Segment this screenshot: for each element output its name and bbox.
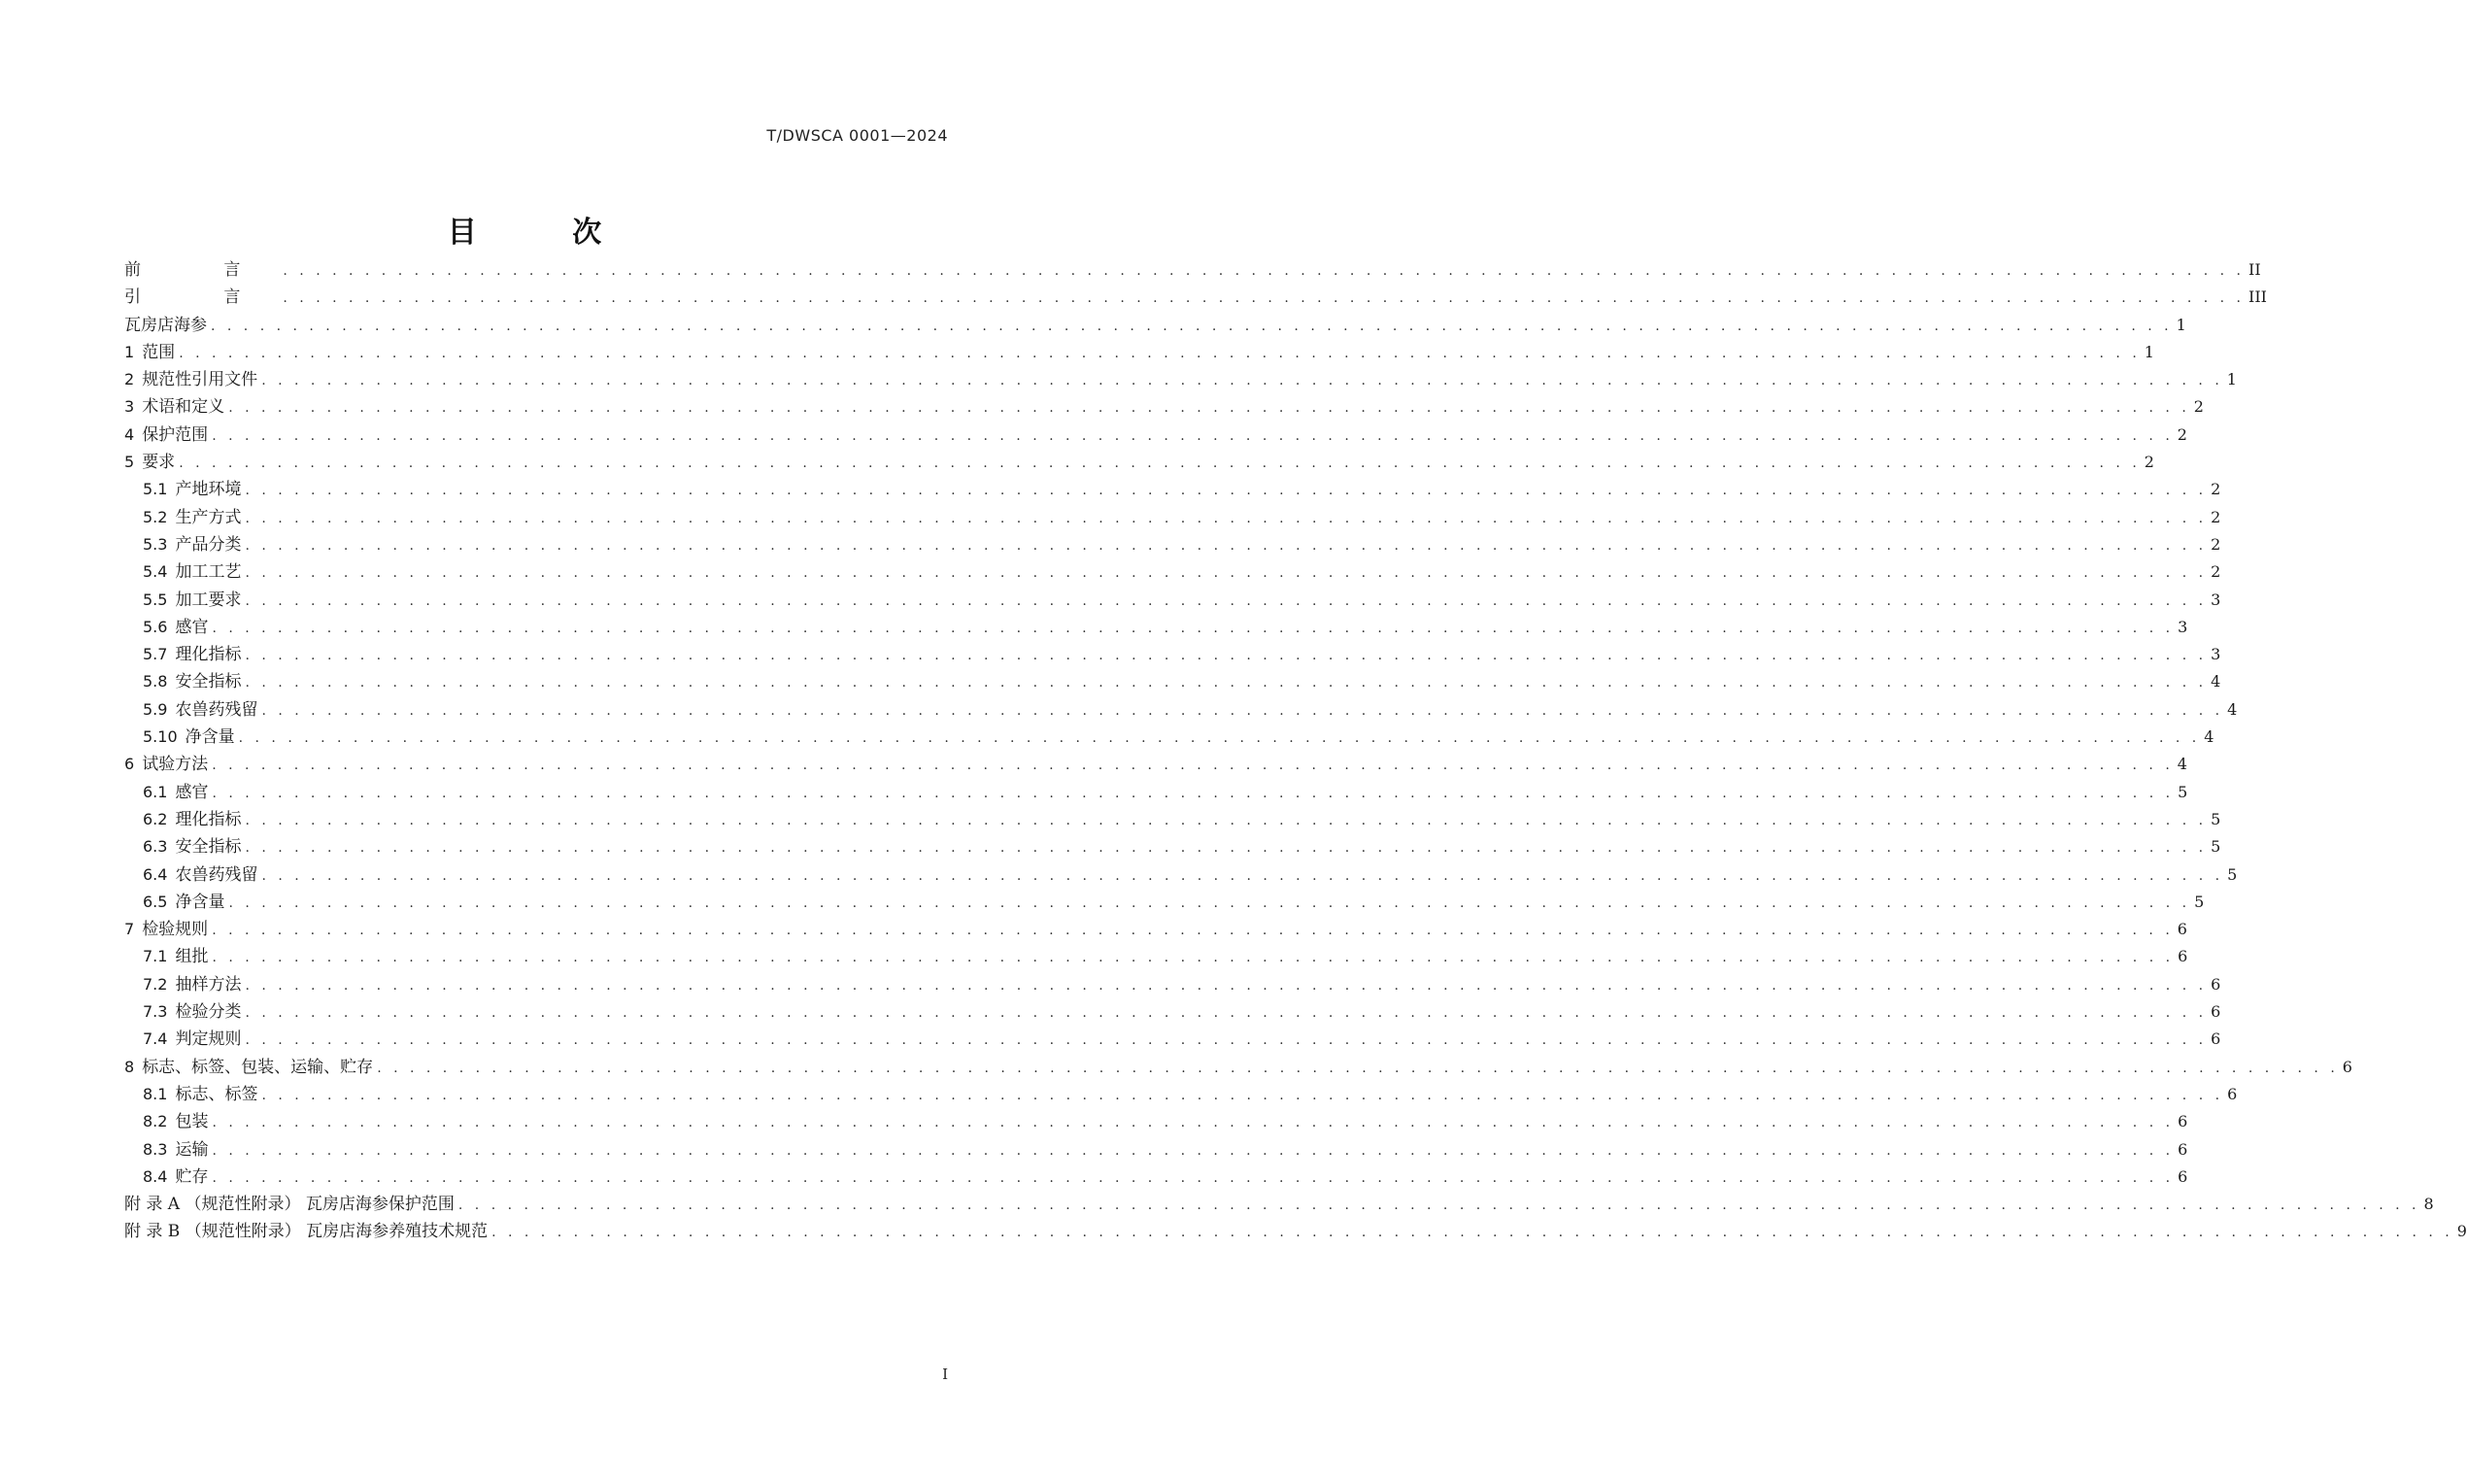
toc-entry-number: 6.5 (143, 892, 168, 911)
toc-entry[interactable] (124, 696, 2238, 724)
dot-leader: . . . . . . . . . . . . . . . . . . . . . . . . . . . . . . . . . . . . . . . . . . . . . . . . . . . . . . . . . . . . . . . . . . . . . . . . . . . . . . . . . . . . . . . . . . . . . . . . . . . . . . . . . . . . . . . . . . . . . . . . (245, 1032, 2208, 1049)
toc-entry-title: 包装 (175, 1112, 209, 1132)
toc-entry[interactable] (124, 1136, 2188, 1164)
toc-entry-page: 6 (2178, 1139, 2188, 1159)
dot-leader: . . . . . . . . . . . . . . . . . . . . . . . . . . . . . . . . . . . . . . . . . . . . . . . . . . . . . . . . . . . . . . . . . . . . . . . . . . . . . . . . . . . . . . . . . . . . . . . . . . . . . . . . . . . . . . . . . . . . . . . . (245, 510, 2208, 526)
toc-entry-label (143, 889, 228, 916)
toc-entry[interactable] (124, 1026, 2221, 1053)
toc-entry[interactable] (124, 1081, 2238, 1108)
toc-entry-number: 8.3 (143, 1139, 168, 1159)
toc-entry-title: 运输 (175, 1139, 209, 1160)
toc-entry-title: 感官 (175, 782, 209, 802)
toc-entry-title: 理化指标 (175, 645, 242, 665)
toc-entry-title: 农兽药残留 (175, 864, 258, 885)
toc-entry-page: 1 (2176, 315, 2186, 334)
toc-entry-page: 1 (2144, 342, 2154, 361)
toc-entry[interactable] (124, 916, 2187, 943)
toc-entry-number: 5 (124, 453, 135, 472)
toc-entry-page: 4 (2177, 755, 2187, 774)
table-of-contents (124, 256, 2467, 1246)
toc-entry[interactable] (124, 751, 2187, 778)
toc-entry-page: 2 (2211, 534, 2221, 554)
dot-leader: . . . . . . . . . . . . . . . . . . . . . . . . . . . . . . . . . . . . . . . . . . . . . . . . . . . . . . . . . . . . . . . . . . . . . . . . . . . . . . . . . . . . . . . . . . . . . . . . . . . . . . . . . . . . . . . . . . . . . . . . (491, 1225, 2453, 1241)
toc-entry-title: 理化指标 (175, 809, 242, 829)
toc-entry-number: 5.4 (143, 562, 168, 582)
dot-leader: . . . . . . . . . . . . . . . . . . . . . . . . . . . . . . . . . . . . . . . . . . . . . . . . . . . . . . . . . . . . . . . . . . . . . . . . . . . . . . . . . . . . . . . . . . . . . . . . . . . . . . . . . . . . . . . . . . . . . . . . (212, 427, 2174, 444)
toc-entry-title: 生产方式 (175, 507, 242, 527)
toc-entry-label (124, 1218, 491, 1245)
toc-entry-label (124, 1054, 377, 1081)
toc-entry-page: 5 (2211, 837, 2221, 857)
toc-entry-number: 6.2 (143, 809, 168, 828)
toc-entry-page: III (2248, 287, 2267, 307)
toc-entry-label (143, 641, 245, 668)
toc-entry-title: 判定规则 (175, 1029, 242, 1050)
toc-entry-page: 4 (2211, 672, 2221, 691)
toc-entry-title: 引 言 (124, 287, 280, 308)
toc-entry-number: 5.3 (143, 534, 168, 554)
toc-entry-page: 6 (2178, 1112, 2188, 1131)
toc-entry[interactable] (124, 1164, 2188, 1191)
dot-leader: . . . . . . . . . . . . . . . . . . . . . . . . . . . . . . . . . . . . . . . . . . . . . . . . . . . . . . . . . . . . . . . . . . . . . . . . . . . . . . . . . . . . . . . . . . . . . . . . . . . . . . . . . . . . . . . . . . . . . . . . (245, 537, 2208, 554)
toc-entry-page: 9 (2456, 1222, 2467, 1241)
dot-leader: . . . . . . . . . . . . . . . . . . . . . . . . . . . . . . . . . . . . . . . . . . . . . . . . . . . . . . . . . . . . . . . . . . . . . . . . . . . . . . . . . . . . . . . . . . . . . . . . . . . . . . . . . . . . . . . . . . . . . . . . (377, 1060, 2339, 1076)
dot-leader: . . . . . . . . . . . . . . . . . . . . . . . . . . . . . . . . . . . . . . . . . . . . . . . . . . . . . . . . . . . . . . . . . . . . . . . . . . . . . . . . . . . . . . . . . . . . . . . . . . . . . . . . . . . . . . . . . . . . . . . . (228, 400, 2190, 417)
toc-entry-page: 5 (2194, 892, 2205, 911)
toc-entry[interactable] (124, 476, 2221, 503)
toc-entry-title: 瓦房店海参 (124, 315, 207, 335)
dot-leader: . . . . . . . . . . . . . . . . . . . . . . . . . . . . . . . . . . . . . . . . . . . . . . . . . . . . . . . . . . . . . . . . . . . . . . . . . . . . . . . . . . . . . . . . . . . . . . . . . . . . . . . . . . . . . . . . . . . . . . . . (245, 483, 2208, 499)
toc-entry-number: 8.1 (143, 1084, 168, 1103)
dot-leader: . . . . . . . . . . . . . . . . . . . . . . . . . . . . . . . . . . . . . . . . . . . . . . . . . . . . . . . . . . . . . . . . . . . . . . . . . . . . . . . . . . . . . . . . . . . . . . . . . . . . . . . . . . . . . . . . . . . . . . . . (212, 1142, 2175, 1159)
toc-entry-title: 检验分类 (175, 1002, 242, 1023)
dot-leader: . . . . . . . . . . . . . . . . . . . . . . . . . . . . . . . . . . . . . . . . . . . . . . . . . . . . . . . . . . . . . . . . . . . . . . . . . . . . . . . . . . . . . . . . . . . . . . . . . . . . . . . . . . . . . . . . . . . . . . . . (245, 840, 2208, 857)
dot-leader: . . . . . . . . . . . . . . . . . . . . . . . . . . . . . . . . . . . . . . . . . . . . . . . . . . . . . . . . . . . . . . . . . . . . . . . . . . . . . . . . . . . . . . . . . . . . . . . . . . . . . . . . . . . . . . . . . . . . . . . . (261, 1087, 2224, 1103)
toc-entry-label (124, 751, 212, 778)
toc-entry[interactable] (124, 1218, 2467, 1245)
dot-leader: . . . . . . . . . . . . . . . . . . . . . . . . . . . . . . . . . . . . . . . . . . . . . . . . . . . . . . . . . . . . . . . . . . . . . . . . . . . . . . . . . . . . . . . . . . . . . . . . . . . . . . . . . . . . . . . . . . . . . . . . (212, 758, 2174, 774)
toc-entry[interactable] (124, 393, 2204, 421)
toc-entry[interactable] (124, 806, 2221, 833)
toc-entry-page: 5 (2178, 782, 2188, 801)
dot-leader: . . . . . . . . . . . . . . . . . . . . . . . . . . . . . . . . . . . . . . . . . . . . . . . . . . . . . . . . . . . . . . . . . . . . . . . . . . . . . . . . . . . . . . . . . . . . . . . . . . . . . . . . . . . . . . . . . . . . . . . . (212, 620, 2175, 636)
toc-entry-title: 保护范围 (142, 424, 209, 445)
toc-entry[interactable] (124, 504, 2221, 531)
toc-entry[interactable] (124, 366, 2237, 393)
toc-entry-page: 5 (2211, 809, 2221, 828)
toc-entry-number: 7.4 (143, 1029, 168, 1049)
toc-entry-label (143, 779, 212, 806)
dot-leader: . . . . . . . . . . . . . . . . . . . . . . . . . . . . . . . . . . . . . . . . . . . . . . . . . . . . . . . . . . . . . . . . . . . . . . . . . . . . . . . . . . . . . . . . . . . . . . . . . . . . . . . . . . . . . . . . . . . . . . . . (179, 345, 2141, 361)
toc-entry-page: 6 (2177, 920, 2187, 939)
toc-entry-title: 标志、标签 (175, 1084, 258, 1104)
dot-leader: . . . . . . . . . . . . . . . . . . . . . . . . . . . . . . . . . . . . . . . . . . . . . . . . . . . . . . . . . . . . . . . . . . . . . . . . . . . . . . . . . . . . . . . . . . . . . . . . . . . . . . . . . . . . . . . . . . . . . . . . (261, 867, 2224, 884)
toc-entry-title: 附 录 B （规范性附录） 瓦房店海参养殖技术规范 (124, 1222, 489, 1242)
toc-entry-label (124, 339, 179, 366)
toc-entry-page: 4 (2227, 699, 2238, 719)
toc-entry-label (143, 614, 212, 641)
toc-entry[interactable] (124, 724, 2214, 751)
toc-entry[interactable] (124, 587, 2221, 614)
toc-entry-page: 2 (2177, 424, 2187, 444)
toc-entry-title: 抽样方法 (175, 974, 242, 995)
toc-entry[interactable] (124, 971, 2221, 998)
toc-entry[interactable] (124, 833, 2221, 860)
toc-entry-page: 3 (2211, 590, 2221, 609)
toc-entry[interactable] (124, 312, 2186, 339)
toc-entry[interactable] (124, 668, 2221, 695)
toc-entry[interactable] (124, 1191, 2434, 1218)
toc-entry-number: 5.10 (143, 727, 178, 747)
toc-entry-page: 6 (2342, 1057, 2352, 1076)
toc-entry-title: 感官 (175, 617, 209, 637)
toc-entry-number: 7.3 (143, 1002, 168, 1022)
toc-entry-title: 净含量 (175, 892, 225, 912)
toc-entry-label (143, 696, 261, 724)
toc-entry-page: 2 (2193, 397, 2204, 417)
dot-leader: . . . . . . . . . . . . . . . . . . . . . . . . . . . . . . . . . . . . . . . . . . . . . . . . . . . . . . . . . . . . . . . . . . . . . . . . . . . . . . . . . . . . . . . . . . . . . . . . . . . . . . . . . . . . . . . . . . . . . . . . (245, 977, 2208, 994)
dot-leader: . . . . . . . . . . . . . . . . . . . . . . . . . . . . . . . . . . . . . . . . . . . . . . . . . . . . . . . . . . . . . . . . . . . . . . . . . . . . . . . . . . . . . . . . . . . . . . . . . . . . . . . . . . . . . . . . . . . . . . . . (228, 894, 2191, 911)
dot-leader: . . . . . . . . . . . . . . . . . . . . . . . . . . . . . . . . . . . . . . . . . . . . . . . . . . . . . . . . . . . . . . . . . . . . . . . . . . . . . . . . . . . . . . . . . . . . . . . . . . . . . . . . . . . . . . . . . . . . . . . . (179, 455, 2141, 472)
toc-entry-label (124, 916, 212, 943)
toc-entry-label (124, 312, 211, 339)
toc-entry[interactable] (124, 889, 2205, 916)
toc-entry-label (143, 833, 245, 860)
toc-entry-page: 6 (2178, 1166, 2188, 1186)
toc-entry[interactable] (124, 861, 2238, 889)
toc-entry-title: 加工工艺 (175, 562, 242, 583)
dot-leader: . . . . . . . . . . . . . . . . . . . . . . . . . . . . . . . . . . . . . . . . . . . . . . . . . . . . . . . . . . . . . . . . . . . . . . . . . . . . . . . . . . . . . . . . . . . . . . . . . . . . . . . . . . . . . . . . . . . . . . . . (212, 785, 2175, 801)
toc-entry-label (143, 558, 245, 586)
dot-leader: . . . . . . . . . . . . . . . . . . . . . . . . . . . . . . . . . . . . . . . . . . . . . . . . . . . . . . . . . . . . . . . . . . . . . . . . . . . . . . . . . . . . . . . . . . . . . . . . . . . . . . . . . . . . . . . . . . . . . . . . (212, 1169, 2175, 1186)
toc-entry-label (124, 422, 212, 449)
toc-entry-title: 贮存 (175, 1166, 209, 1187)
toc-entry-page: 8 (2423, 1195, 2434, 1214)
toc-entry-page: 6 (2178, 947, 2188, 966)
toc-entry[interactable] (124, 943, 2188, 970)
toc-entry-label (143, 724, 239, 751)
toc-entry-title: 安全指标 (175, 672, 242, 692)
toc-entry-number: 6.1 (143, 782, 168, 801)
toc-entry-page: 2 (2211, 562, 2221, 582)
toc-entry-number: 7.2 (143, 974, 168, 994)
toc-entry-number: 6.4 (143, 864, 168, 884)
dot-leader: . . . . . . . . . . . . . . . . . . . . . . . . . . . . . . . . . . . . . . . . . . . . . . . . . . . . . . . . . . . . . . . . . . . . . . . . . . . . . . . . . . . . . . . . . . . . . . . . . . . . . . . . . . . . . . . . . . . . . . . . (283, 290, 2246, 307)
toc-entry-number: 5.8 (143, 672, 168, 691)
toc-entry-page: 2 (2144, 453, 2154, 472)
toc-entry-label (143, 668, 245, 695)
toc-title: 目 次 (447, 216, 645, 250)
dot-leader: . . . . . . . . . . . . . . . . . . . . . . . . . . . . . . . . . . . . . . . . . . . . . . . . . . . . . . . . . . . . . . . . . . . . . . . . . . . . . . . . . . . . . . . . . . . . . . . . . . . . . . . . . . . . . . . . . . . . . . . . (212, 1115, 2175, 1131)
toc-entry[interactable] (124, 531, 2221, 558)
toc-entry-label (124, 284, 283, 311)
toc-entry-page: 6 (2211, 1029, 2221, 1049)
toc-entry-label (143, 476, 245, 503)
toc-entry-number: 4 (124, 424, 135, 444)
toc-entry-number: 5.5 (143, 590, 168, 609)
toc-entry-title: 术语和定义 (142, 397, 225, 418)
toc-entry-title: 农兽药残留 (175, 699, 258, 720)
toc-entry-page: 6 (2211, 1002, 2221, 1022)
toc-entry-number: 7.1 (143, 947, 168, 966)
toc-entry-number: 5.7 (143, 645, 168, 664)
toc-entry-title: 标志、标签、包装、运输、贮存 (142, 1057, 374, 1077)
toc-entry-label (143, 971, 245, 998)
toc-entry-label (143, 861, 261, 889)
toc-entry[interactable] (124, 339, 2154, 366)
toc-entry[interactable] (124, 422, 2187, 449)
toc-entry[interactable] (124, 779, 2188, 806)
toc-entry-page: 4 (2204, 727, 2214, 747)
toc-entry-number: 1 (124, 342, 135, 361)
dot-leader: . . . . . . . . . . . . . . . . . . . . . . . . . . . . . . . . . . . . . . . . . . . . . . . . . . . . . . . . . . . . . . . . . . . . . . . . . . . . . . . . . . . . . . . . . . . . . . . . . . . . . . . . . . . . . . . . . . . . . . . . (245, 565, 2208, 582)
toc-entry-title: 净含量 (185, 727, 235, 748)
dot-leader: . . . . . . . . . . . . . . . . . . . . . . . . . . . . . . . . . . . . . . . . . . . . . . . . . . . . . . . . . . . . . . . . . . . . . . . . . . . . . . . . . . . . . . . . . . . . . . . . . . . . . . . . . . . . . . . . . . . . . . . . (211, 318, 2173, 334)
document-code: T/DWSCA 0001—2024 (766, 126, 948, 145)
dot-leader: . . . . . . . . . . . . . . . . . . . . . . . . . . . . . . . . . . . . . . . . . . . . . . . . . . . . . . . . . . . . . . . . . . . . . . . . . . . . . . . . . . . . . . . . . . . . . . . . . . . . . . . . . . . . . . . . . . . . . . . . (261, 702, 2224, 719)
toc-entry[interactable] (124, 998, 2221, 1026)
toc-entry-label (143, 587, 245, 614)
toc-entry-title: 检验规则 (142, 920, 209, 940)
toc-entry-number: 5.1 (143, 480, 168, 499)
toc-entry-number: 5.6 (143, 617, 168, 636)
toc-entry-label (143, 1081, 261, 1108)
toc-entry-page: 2 (2211, 480, 2221, 499)
dot-leader: . . . . . . . . . . . . . . . . . . . . . . . . . . . . . . . . . . . . . . . . . . . . . . . . . . . . . . . . . . . . . . . . . . . . . . . . . . . . . . . . . . . . . . . . . . . . . . . . . . . . . . . . . . . . . . . . . . . . . . . . (457, 1197, 2420, 1214)
toc-entry-title: 范围 (142, 342, 176, 362)
toc-entry-number: 2 (124, 370, 135, 389)
toc-entry-number: 8.2 (143, 1112, 168, 1131)
toc-entry[interactable] (124, 641, 2221, 668)
toc-entry-number: 8.4 (143, 1166, 168, 1186)
toc-entry-page: 6 (2227, 1084, 2238, 1103)
toc-entry-title: 产品分类 (175, 534, 242, 555)
dot-leader: . . . . . . . . . . . . . . . . . . . . . . . . . . . . . . . . . . . . . . . . . . . . . . . . . . . . . . . . . . . . . . . . . . . . . . . . . . . . . . . . . . . . . . . . . . . . . . . . . . . . . . . . . . . . . . . . . . . . . . . . (245, 648, 2208, 664)
toc-entry-number: 5.9 (143, 699, 168, 719)
toc-entry-title: 组批 (175, 947, 209, 967)
dot-leader: . . . . . . . . . . . . . . . . . . . . . . . . . . . . . . . . . . . . . . . . . . . . . . . . . . . . . . . . . . . . . . . . . . . . . . . . . . . . . . . . . . . . . . . . . . . . . . . . . . . . . . . . . . . . . . . . . . . . . . . . (245, 1005, 2208, 1022)
toc-entry-label (143, 806, 245, 833)
toc-entry[interactable] (124, 284, 2267, 311)
toc-entry-label (143, 998, 245, 1026)
toc-entry-page: 3 (2211, 645, 2221, 664)
toc-entry-title: 试验方法 (142, 755, 209, 775)
toc-entry-label (143, 1164, 212, 1191)
toc-entry-page: 6 (2211, 974, 2221, 994)
toc-entry-label (124, 449, 179, 476)
dot-leader: . . . . . . . . . . . . . . . . . . . . . . . . . . . . . . . . . . . . . . . . . . . . . . . . . . . . . . . . . . . . . . . . . . . . . . . . . . . . . . . . . . . . . . . . . . . . . . . . . . . . . . . . . . . . . . . . . . . . . . . . (245, 592, 2208, 609)
toc-entry-label (124, 256, 283, 284)
toc-entry-title: 安全指标 (175, 837, 242, 858)
toc-entry-page: 1 (2226, 370, 2237, 389)
dot-leader: . . . . . . . . . . . . . . . . . . . . . . . . . . . . . . . . . . . . . . . . . . . . . . . . . . . . . . . . . . . . . . . . . . . . . . . . . . . . . . . . . . . . . . . . . . . . . . . . . . . . . . . . . . . . . . . . . . . . . . . . (212, 950, 2175, 966)
dot-leader: . . . . . . . . . . . . . . . . . . . . . . . . . . . . . . . . . . . . . . . . . . . . . . . . . . . . . . . . . . . . . . . . . . . . . . . . . . . . . . . . . . . . . . . . . . . . . . . . . . . . . . . . . . . . . . . . . . . . . . . . (245, 812, 2208, 828)
dot-leader: . . . . . . . . . . . . . . . . . . . . . . . . . . . . . . . . . . . . . . . . . . . . . . . . . . . . . . . . . . . . . . . . . . . . . . . . . . . . . . . . . . . . . . . . . . . . . . . . . . . . . . . . . . . . . . . . . . . . . . . . (261, 373, 2223, 389)
toc-entry-label (143, 943, 212, 970)
toc-entry-label (143, 531, 245, 558)
dot-leader: . . . . . . . . . . . . . . . . . . . . . . . . . . . . . . . . . . . . . . . . . . . . . . . . . . . . . . . . . . . . . . . . . . . . . . . . . . . . . . . . . . . . . . . . . . . . . . . . . . . . . . . . . . . . . . . . . . . . . . . . (283, 263, 2246, 279)
toc-entry-title: 前 言 (124, 260, 280, 280)
toc-entry[interactable] (124, 449, 2154, 476)
toc-entry-label (124, 1191, 458, 1218)
toc-entry-title: 附 录 A （规范性附录） 瓦房店海参保护范围 (124, 1195, 455, 1215)
toc-entry-title: 要求 (142, 453, 176, 473)
dot-leader: . . . . . . . . . . . . . . . . . . . . . . . . . . . . . . . . . . . . . . . . . . . . . . . . . . . . . . . . . . . . . . . . . . . . . . . . . . . . . . . . . . . . . . . . . . . . . . . . . . . . . . . . . . . . . . . . . . . . . . . . (212, 923, 2174, 939)
dot-leader: . . . . . . . . . . . . . . . . . . . . . . . . . . . . . . . . . . . . . . . . . . . . . . . . . . . . . . . . . . . . . . . . . . . . . . . . . . . . . . . . . . . . . . . . . . . . . . . . . . . . . . . . . . . . . . . . . . . . . . . . (238, 730, 2201, 747)
toc-entry[interactable] (124, 558, 2221, 586)
toc-entry-label (143, 1136, 212, 1164)
toc-entry-number: 3 (124, 397, 135, 417)
toc-entry-number: 5.2 (143, 507, 168, 526)
toc-entry-label (143, 504, 245, 531)
toc-entry[interactable] (124, 256, 2261, 284)
toc-entry-page: 5 (2227, 864, 2238, 884)
toc-entry[interactable] (124, 614, 2188, 641)
toc-entry-label (143, 1026, 245, 1053)
toc-entry-title: 加工要求 (175, 590, 242, 610)
page-number: I (942, 1366, 948, 1383)
toc-entry-label (124, 366, 261, 393)
dot-leader: . . . . . . . . . . . . . . . . . . . . . . . . . . . . . . . . . . . . . . . . . . . . . . . . . . . . . . . . . . . . . . . . . . . . . . . . . . . . . . . . . . . . . . . . . . . . . . . . . . . . . . . . . . . . . . . . . . . . . . . . (245, 675, 2208, 691)
toc-entry-page: 3 (2178, 617, 2188, 636)
toc-entry-label (124, 393, 228, 421)
toc-entry-number: 6.3 (143, 837, 168, 857)
toc-entry-number: 7 (124, 920, 135, 939)
toc-entry-page: II (2248, 260, 2261, 279)
toc-entry-number: 8 (124, 1057, 135, 1076)
toc-entry-number: 6 (124, 755, 135, 774)
toc-entry-page: 2 (2211, 507, 2221, 526)
toc-entry-title: 规范性引用文件 (142, 370, 258, 390)
toc-entry-title: 产地环境 (175, 480, 242, 500)
toc-entry[interactable] (124, 1054, 2352, 1081)
toc-entry[interactable] (124, 1108, 2188, 1135)
toc-entry-label (143, 1108, 212, 1135)
